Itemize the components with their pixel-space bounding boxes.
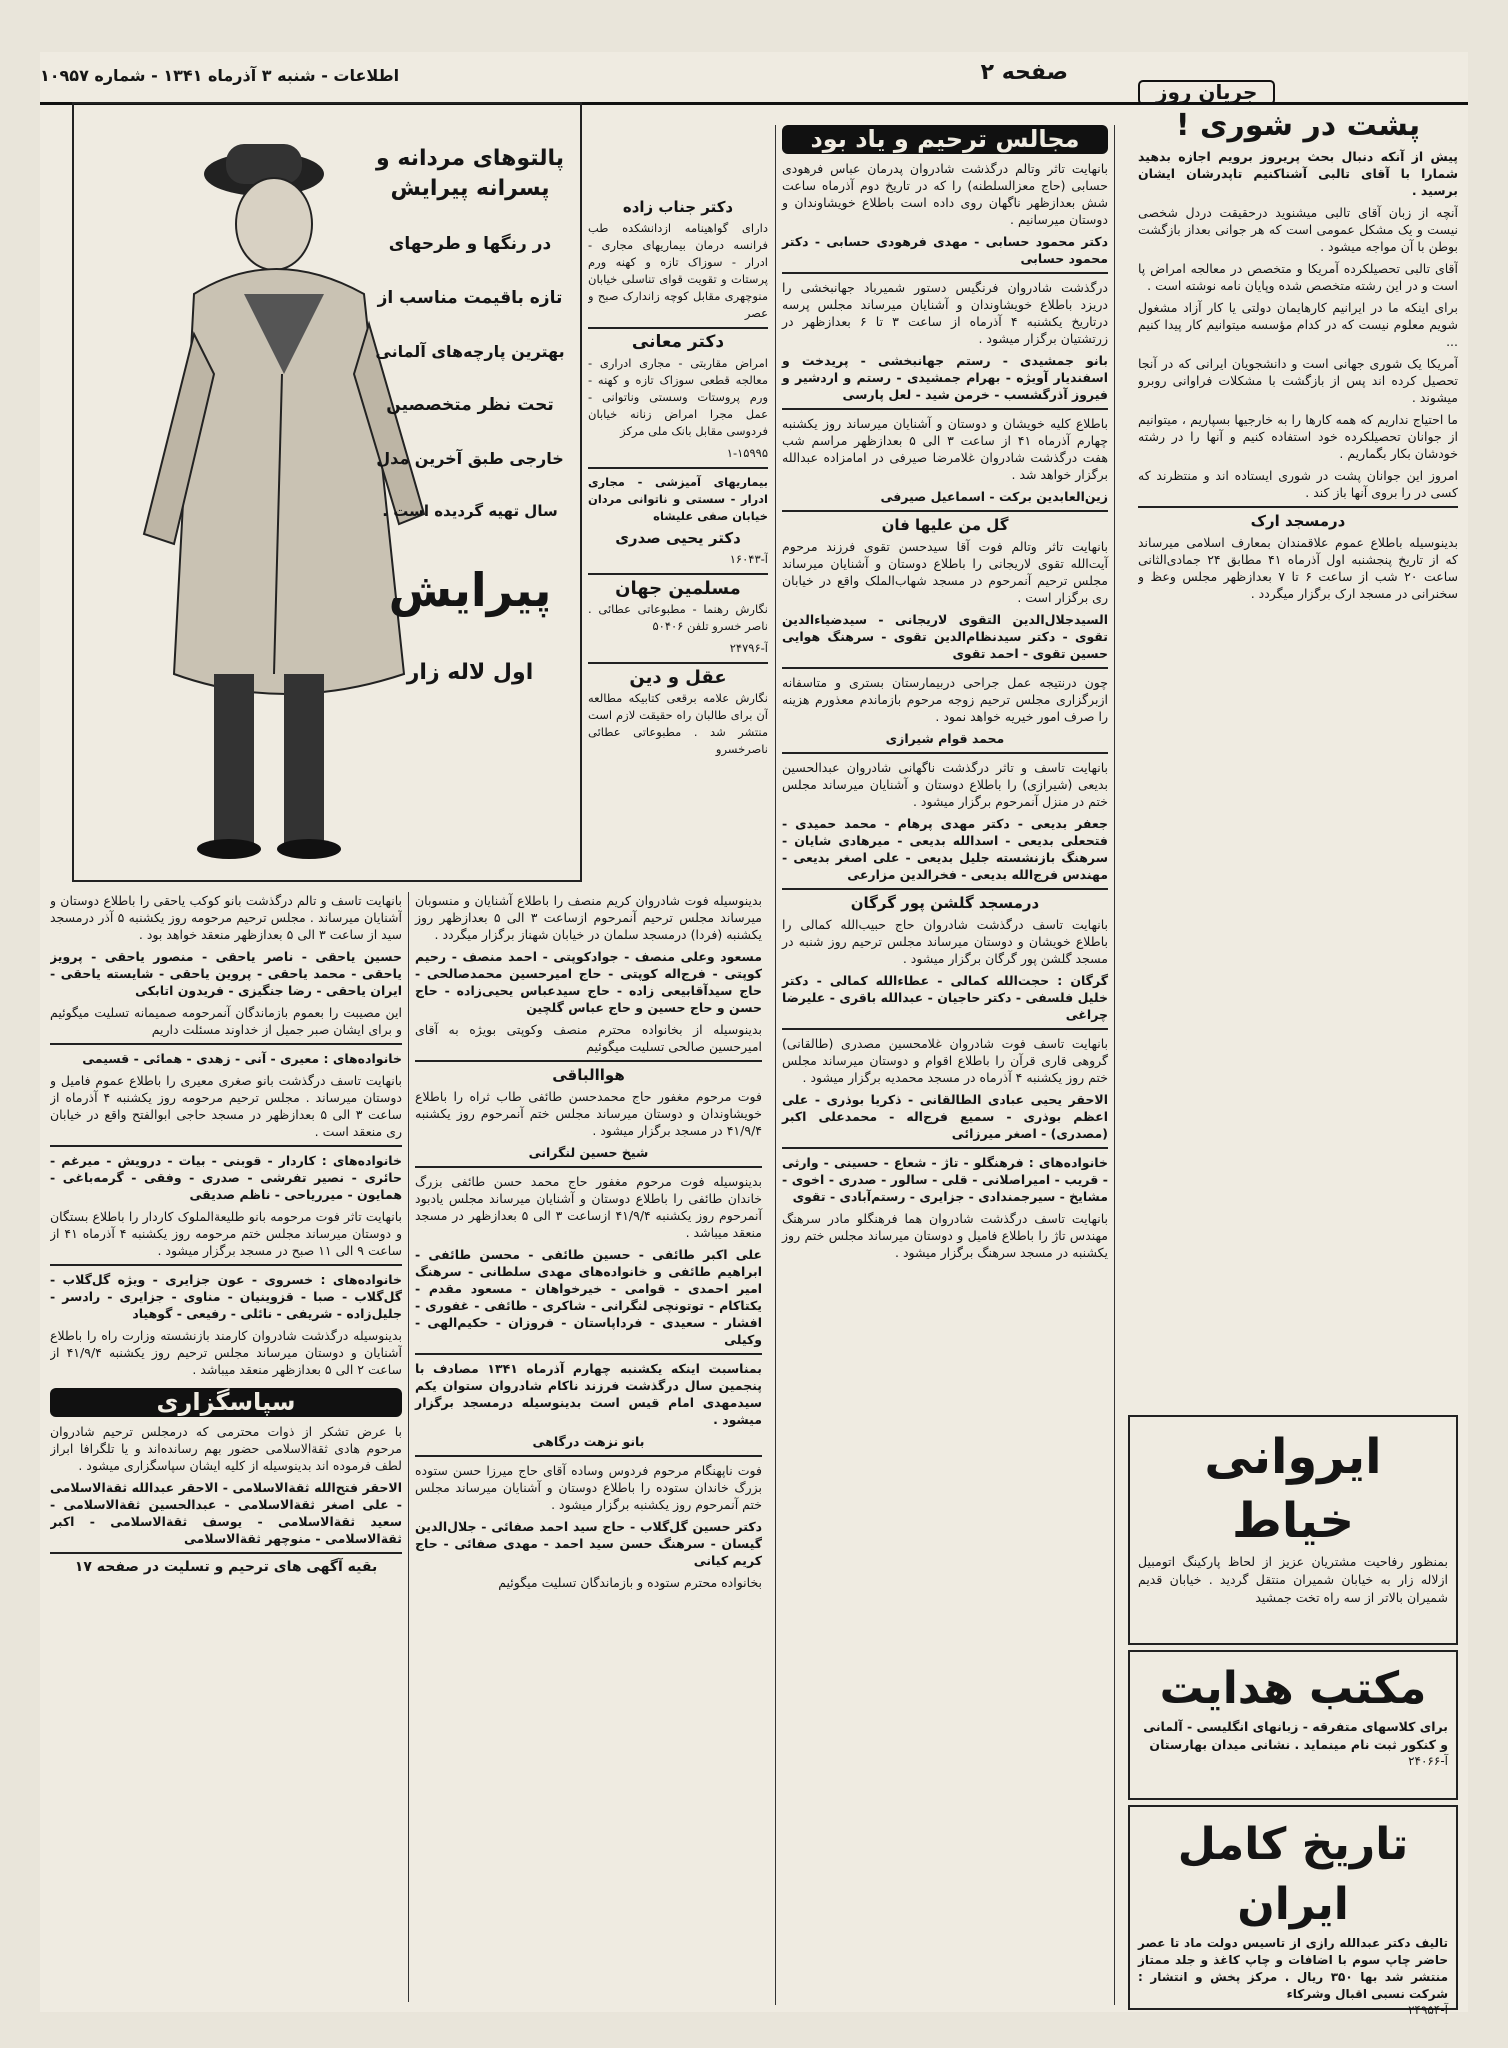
notice: بانهایت تاسف درگذشت شادروان حاج حبیب‌الله کمالی را باطلاع خویشان و دوستان میرساند مجلس ترحیم روز شنبه در مسجد گلشن پور گرگان برگزار میشود .	[782, 917, 1108, 966]
divider	[782, 888, 1108, 890]
article-paragraph: پیش از آنکه دنبال بحث پریروز برویم اجازه بدهید شمارا با آقای تالبی آشناکنیم تاپدرشان ایشان برسید .	[1138, 149, 1458, 198]
page-number: صفحه ۲	[980, 60, 1068, 85]
notice-names: بانو جمشیدی - رستم جهانبخشی - پریدخت و اسفندیار آویژه - بهرام جمشیدی - رستم و اردشیر و فیروز آذرگشسب - خرمن شید - لعل پارسی	[782, 353, 1108, 402]
condolence-column	[775, 125, 1115, 2005]
divider	[782, 408, 1108, 410]
article-paragraph: آمریکا یک شوری جهانی است و دانشجویان ایرانی که در آنجا تحصیل کرده اند پس از بازگشت با مشکلات فراوانی روبرو میشوند .	[1138, 356, 1458, 405]
notice: این مصیبت را بعموم بازماندگان آنمرحومه صمیمانه تسلیت میگوئیم و برای ایشان صبر جمیل از خداوند مسئلت داریم	[50, 1005, 402, 1037]
notice-names: شیخ حسین لنگرانی	[528, 1145, 649, 1160]
coats-address: اول لاله زار	[406, 660, 534, 685]
notice-names: السیدجلال‌الدین التقوی لاریجانی - سیدضیاءالدین تقوی - دکتر سیدنظام‌الدین تقوی - سرهنگ هوایی حسین تقوی - احمد تقوی	[782, 612, 1108, 661]
book-title: مسلمین جهان	[615, 578, 741, 599]
doctor-name: دکتر معانی	[631, 332, 725, 352]
article-paragraph: آنچه از زبان آقای تالبی میشنوید درحقیقت دردل شخصی نیست و یک مشکل عمومی است که هر جوانی بعداز بازگشت بوطن با آن مواجه میشود .	[1138, 205, 1458, 254]
tailor-body: بمنظور رفاحیت مشتریان عزیز از لحاظ پارکینگ اتومبیل ازلاله زار به خیابان شمیران منتقل گردید . خیابان قدیم شمیران بالاتر از سه راه تخت جمشید	[1138, 1554, 1448, 1605]
notice-names: زین‌العابدین برکت - اسماعیل صیرفی	[880, 489, 1108, 504]
lower-middle-column	[408, 892, 768, 2002]
notice-names: دکتر حسین گل‌گلاب - حاج سید احمد صفائی - جلال‌الدین گیسان - سرهنگ حسن سید احمد - مهدی صفائی - حاج کریم کیانی	[415, 1519, 762, 1568]
notice: بانهایت تاثر وتالم فوت آقا سیدحسن تقوی فرزند مرحوم آیت‌الله تقوی لاریجانی را باطلاع دوستان و آشنایان میرساند مجلس ترحیم آنمرحوم در مسجد شهاب‌الملک واقع در خیابان ری برگزار است .	[782, 539, 1108, 605]
notice-names: علی اکبر طائفی - حسین طائفی - محسن طائفی - ابراهیم طائفی و خانواده‌های مهدی سلطانی - سرهنگ امیر احمدی - قوامی - خیرخواهان - مسعود مقدم - یکتاکام - توتونچی لنگرانی - شاکری - طائفی - غفوری - افشار - سعیدی - فرداپاستان - فروزان - حکیم‌الهی - وکیلی	[415, 1247, 762, 1347]
notice: باطلاع کلیه خویشان و دوستان و آشنایان میرساند روز یکشنبه چهارم آذرماه ۴۱ از ساعت ۳ الی ۵ بعدازظهر مراسم شب هفت درگذشت شادروان غلامرضا صیرفی در امامزاده عبدالله برگزار خواهد شد .	[782, 416, 1108, 482]
divider	[415, 1166, 762, 1168]
condolence-banner: مجالس ترحیم و یاد بود	[782, 125, 1108, 154]
coats-line: سال تهیه گردیده است .	[382, 502, 558, 520]
section-tag: جریان روز	[1138, 80, 1275, 105]
coats-brand: پیرایش	[388, 563, 552, 617]
notice-names: محمد قوام شیرازی	[885, 731, 1005, 746]
book-title: تاریخ کامل ایران	[1177, 1819, 1409, 1930]
notice: بانهایت تاثر فوت مرحومه بانو طلیعةالملوک کاردار را باطلاع بستگان و دوستان میرساند مجلس ختم مرحومه روز یکشنبه ۴ آذرماه ۴۱ از ساعت ۹ الی ۱۱ صبح در مسجد برگزار میشود .	[50, 1209, 402, 1258]
notice-names: خانواده‌های : خسروی - عون جزایری - ویژه گل‌گلاب - گل‌گلاب - صبا - قزوینیان - مناوی - جزایری - رادسر - جلیل‌زاده - شریفی - نائلی - رفیعی - گوهیاد	[50, 1272, 402, 1321]
coats-line: تحت نظر متخصصین	[386, 395, 554, 415]
divider	[588, 327, 768, 329]
coats-line: تازه باقیمت مناسب از	[377, 288, 563, 308]
notice: بانهایت تاسف فوت شادروان غلامحسین مصدری (طالقانی) گروهی قاری قرآن را باطلاع اقوام و دوستان میرساند مجلس ختم روز یکشنبه ۴ آذرماه در مسجد محمدیه برگزار میشود .	[782, 1036, 1108, 1085]
notice: چون درنتیجه عمل جراحی دربیمارستان بستری و متاسفانه ازبرگزاری مجلس ترحیم زوجه مرحوم بازماندم معذورم هزینه را صرف امور خیریه خواهد نمود .	[782, 675, 1108, 724]
book-body: نگارش علامه برقعی کتابیکه مطالعه آن برای طالبان راه حقیقت لازم است منتشر شد . مطبوعاتی عطائی ناصرخسرو	[588, 691, 768, 756]
school-phone: آ-۲۴۰۶۶	[1408, 1754, 1448, 1768]
article-title: پشت در شوری !	[1175, 108, 1421, 143]
divider	[782, 667, 1108, 669]
notice: بدینوسیله از بخانواده محترم منصف وکوپتی بویژه به آقای امیرحسین صالحی تسلیت میگوئیم	[415, 1022, 762, 1054]
notice-names: خانواده‌های : کاردار - قوبنی - بیات - درویش - میرغم - حائری - نصیر تفرشی - صدری - وفقی - گرمه‌باغی - همایون - میرریاحی - ناظم صدیقی	[50, 1153, 402, 1202]
notice: بدینوسیله فوت مرحوم مغفور حاج محمد حسن طائفی بزرگ خاندان طائفی را باطلاع دوستان و آشنایان میرساند مجلس یادبود آنمرحوم روز یکشنبه ۴۱/۹/۴ ازساعت ۳ الی ۵ بعدازظهر در مسجد منعقد میباشد .	[415, 1174, 762, 1240]
thanks-body: با عرض تشکر از ذوات محترمی که درمجلس ترحیم شادروان مرحوم هادی ثقةالاسلامی حضور بهم رسانده‌اند و یا تلگرافا ابراز لطف فرموده اند بدینوسیله از کلیه ایشان سپاسگزاری میشود .	[50, 1424, 402, 1473]
doctor-body: امراض مقاربتی - مجاری ادراری - معالجه قطعی سوزاک تازه و کهنه - ورم پروستات وسستی وناتوانی - عمل مجرا امراض زنانه خیابان فردوسی مقابل بانک ملی مرکز	[588, 356, 768, 438]
divider	[415, 1060, 762, 1062]
notice-names: گرگان : حجت‌الله کمالی - عطاءالله کمالی - دکتر خلیل فلسفی - دکتر حاجیان - عبدالله باقری - علیرضا چراغی	[782, 973, 1108, 1022]
column-daily	[1138, 80, 1458, 1130]
divider	[588, 662, 768, 664]
coats-line: بهترین پارچه‌های آلمانی	[375, 342, 565, 361]
divider	[50, 1552, 402, 1554]
lower-left-column	[50, 892, 402, 2010]
divider	[782, 272, 1108, 274]
notice-names: الاحقر یحیی عبادی الطالقانی - ذکریا بوذری - علی اعظم بوذری - سمیع فرج‌اله - محمدعلی اکبر (مصدری) - اصغر میرزائی	[782, 1092, 1108, 1141]
divider	[588, 467, 768, 469]
thanks-names: الاحقر فتح‌الله ثقةالاسلامی - الاحقر عبدالله ثقةالاسلامی - علی اصغر ثقةالاسلامی - عبدالحسین ثقةالاسلامی - سعید ثقةالاسلامی - یوسف ثقةالاسلامی - اکبر ثقةالاسلامی - منوچهر ثقةالاسلامی	[50, 1480, 402, 1546]
mosque-title: درمسجد ارک	[1250, 512, 1346, 530]
book-body: نگارش رهنما - مطبوعاتی عطائی . ناصر خسرو تلفن ۵۰۴۰۶	[588, 602, 768, 633]
thanks-banner: سپاسگزاری	[50, 1388, 402, 1417]
book-title: عقل و دین	[629, 667, 727, 688]
coats-line: در رنگها و طرحهای	[388, 234, 552, 254]
school-body: برای کلاسهای متفرقه - زبانهای انگلیسی - آلمانی و کنکور ثبت نام مینماید . نشانی میدان بهارستان	[1143, 1719, 1448, 1752]
issue-line: اطلاعات - شنبه ۳ آذرماه ۱۳۴۱ - شماره ۱۰۹۵۷	[40, 66, 400, 85]
notice: بمناسبت اینکه یکشنبه چهارم آذرماه ۱۳۴۱ مصادف با پنجمین سال درگذشت فرزند ناکام شادروان ستوان یکم سیدمهدی امام قیس است بدینوسیله درمسجد برگزار میشود .	[415, 1361, 762, 1427]
notice-names: حسین یاحقی - ناصر یاحقی - منصور یاحقی - پرویز یاحقی - محمد یاحقی - پروین یاحقی - شایسته یاحقی - ایران یاحقی - رضا جنگیزی - فریدون اتابکی	[50, 949, 402, 998]
notice-heading: گل من علیها فان	[881, 516, 1009, 534]
divider	[782, 1147, 1108, 1149]
article-paragraph: آقای تالبی تحصیلکرده آمریکا و متخصص در معالجه امراض پا است و در این رشته متخصص شده وپایان نامه نوشته است .	[1138, 261, 1458, 293]
mosque-body: بدینوسیله باطلاع عموم علاقمندان بمعارف اسلامی میرساند که از تاریخ پنجشنبه اول آذرماه ۴۱ مطابق ۲۴ جمادی‌الثانی ساعت ۲۰ شب از ساعت ۶ تا ۷ بعدازظهر مجلس وعظ و سخنرانی در مسجد ارک برگزار میگردد .	[1138, 535, 1458, 601]
notice: فوت مرحوم مغفور حاج محمدحسن طائفی طاب ثراه را باطلاع خویشاوندان و دوستان میرساند مجلس ختم آنمرحوم روز یکشنبه ۴۱/۹/۴ در مسجد برگزار میشود .	[415, 1089, 762, 1138]
notice: بدینوسیله درگذشت شادروان کارمند بازنشسته وزارت راه را باطلاع آشنایان و دوستان میرساند مجلس ترحیم روز یکشنبه ۴۱/۹/۴ از ساعت ۲ الی ۵ بعدازظهر منعقد میباشد .	[50, 1328, 402, 1377]
school-title: مکتب هدایت	[1159, 1663, 1427, 1714]
divider	[782, 1028, 1108, 1030]
doctor-name: دکتر جناب زاده	[622, 198, 734, 216]
ad-school	[1128, 1650, 1458, 1800]
divider	[782, 510, 1108, 512]
coats-headline: پالتوهای مردانه و پسرانه پیرایش	[376, 146, 564, 201]
notice-names: بانو نزهت درگاهی	[532, 1434, 645, 1449]
continued-note: بقیه آگهی های ترحیم و تسلیت در صفحه ۱۷	[74, 1559, 378, 1575]
book-body: تالیف دکتر عبدالله رازی از تاسیس دولت ماد تا عصر حاضر چاپ سوم با اضافات و چاپ کاغذ و جلد ممتاز منتشر شد بها ۳۵۰ ریال . مرکز پخش و انتشار : شرکت نسبی اقبال وشرکاء	[1138, 1936, 1448, 2001]
article-paragraph: برای اینکه ما در ایرانیم کارهایمان دولتی یا کار آزاد مشغول شویم معلوم نیست که در کدام مؤسسه میتوانیم کار پیدا کنیم ...	[1138, 300, 1458, 349]
divider	[1138, 506, 1458, 508]
divider	[50, 1043, 402, 1045]
notice-names: خانواده‌های : معیری - آنی - زهدی - همائی - قسیمی	[82, 1051, 402, 1066]
divider	[50, 1264, 402, 1266]
divider	[415, 1353, 762, 1355]
notice: بانهایت تاسف و تاثر درگذشت ناگهانی شادروان عبدالحسین بدیعی (شیرازی) را باطلاع دوستان و آشنایان میرساند مجلس ختم در منزل آنمرحوم برگزار میشود .	[782, 760, 1108, 809]
coats-line: خارجی طبق آخرین مدل	[376, 449, 564, 468]
divider	[588, 573, 768, 575]
notice-heading: هواالباقی	[552, 1066, 625, 1084]
notice: بدینوسیله فوت شادروان کریم منصف را باطلاع آشنایان و منسوبان میرساند مجلس ترحیم آنمرحوم ازساعت ۳ الی ۵ بعدازظهر روز یکشنبه (فردا) درمسجد سلمان در خیابان شهناز برگزار میگردد .	[415, 893, 762, 942]
notice: بانهایت تاسف درگذشت بانو صغری معیری را باطلاع عموم فامیل و دوستان میرساند . مجلس ترحیم مرحومه روز یکشنبه ۴ آذرماه از ساعت ۳ الی ۵ بعدازظهر در مسجد حاجی ابوالفتح واقع در خیابان ری منعقد است .	[50, 1073, 402, 1139]
notice: فوت ناپهنگام مرحوم فردوس وساده آقای حاج میرزا حسن ستوده بزرگ خاندان ستوده را باطلاع دوستان و آشنایان میرساند مجلس ختم آنمرحوم روز یکشنبه برگزار میشود .	[415, 1463, 762, 1512]
notice: درگذشت شادروان فرنگیس دستور شمیرباد جهانبخشی را دریزد باطلاع خویشاوندان و آشنایان میرساند مجلس پرسه درتاریخ یکشنبه ۴ آذرماه از ساعت ۳ تا ۶ بعدازظهر در زرتشتیان برگزار میشود .	[782, 280, 1109, 346]
notice: بانهایت تاسف درگذشت شادروان هما فرهنگلو مادر سرهنگ مهندس تاژ را باطلاع فامیل و دوستان میرساند مجلس ختم روز یکشنبه در مسجد سرهنگ برگزار میشود .	[782, 1211, 1108, 1260]
ad-coats	[72, 102, 582, 882]
divider	[415, 1455, 762, 1457]
divider	[50, 1145, 402, 1147]
notice: بخانواده محترم ستوده و بازماندگان تسلیت میگوئیم	[498, 1575, 762, 1590]
notice: بانهایت تاسف و تالم درگذشت بانو کوکب یاحقی را باطلاع دوستان و آشنایان میرساند . مجلس ترحیم مرحومه روز یکشنبه ۵ آذر درمسجد سید از ساعت ۳ الی ۵ بعدازظهر منعقد خواهد بود .	[50, 893, 402, 942]
doctor-body: دارای گواهینامه ازدانشکده طب فرانسه درمان بیماریهای مجاری - ادرار - سوزاک تازه و کهنه ورم پرستات و تقویت قوای تناسلی خیابان منوچهری مقابل کوچه زاندارک صبح و عصر	[588, 221, 768, 320]
book-phone: آ-۲۴۷۹۶	[729, 641, 768, 655]
notice-names: خانواده‌های : فرهنگلو - تاژ - شعاع - حسینی - وارثی - قریب - امیراصلانی - قلی - سالور - صدری - اخوی - مشایخ - سیرجمندادی - جزایری - رستم‌آبادی - تقوی	[782, 1155, 1108, 1204]
notice-heading: درمسجد گلشن پور گرگان	[850, 894, 1040, 912]
article-paragraph: امروز این جوانان پشت در شوری ایستاده اند و منتظرند که کسی در را بروی آنها باز کند .	[1138, 468, 1458, 500]
doctor-name: دکتر یحیی صدری	[615, 529, 741, 547]
doctor-body: بیماریهای آمیزشی - مجاری ادرار - سستی و ناتوانی مردان خیابان صفی علیشاه	[588, 475, 768, 523]
doctor-phone: آ-۱۶۰۴۳	[729, 552, 768, 566]
small-ads-column	[588, 195, 768, 885]
notice-names: مسعود وعلی منصف - جوادکوپتی - احمد منصف - رحیم کوپتی - فرج‌اله کوپتی - حاج امیرحسین محمدصالحی - حاج سیدآقابیعی زاده - حاج سیدعباس یحیی‌زاده - حاج حسن و حاج حسین و حاج عباس گلچین	[415, 949, 762, 1015]
notice-names: جعفر بدیعی - دکتر مهدی پرهام - محمد حمیدی - فتحعلی بدیعی - اسدالله بدیعی - میرهادی شایان - سرهنگ بازنشسته جلیل بدیعی - علی اصغر بدیعی - مهندس فرج‌الله بدیعی - فخرالدین مزارعی	[782, 816, 1108, 882]
ad-book	[1128, 1805, 1458, 2017]
divider	[782, 752, 1108, 754]
coats-text	[370, 144, 570, 685]
tailor-title: ایروانی خیاط	[1204, 1429, 1382, 1549]
notice: بانهایت تاثر وتالم درگذشت شادروان پدرمان عباس فرهودی حسابی (حاج معزالسلطنه) را که در تاریخ دوم آذرماه ساعت شش بعدازظهر ناگهان روی داده است باطلاع خویشاوندان و دوستان میرسانیم .	[782, 161, 1108, 227]
ad-tailor	[1128, 1415, 1458, 1645]
doctor-phone: ۱-۱۵۹۹۵	[726, 446, 768, 460]
notice-names: دکتر محمود حسابی - مهدی فرهودی حسابی - دکتر محمود حسابی	[782, 234, 1108, 266]
book-phone: آ-۲۴۹۵۴	[1408, 2003, 1448, 2017]
article-paragraph: ما احتیاج نداریم که همه کارها را به خارجیها بسپاریم ، میتوانیم از جوانان تحصیلکرده خود استفاده کنیم و آنها را در رشته خودشان بکار بگماریم .	[1138, 412, 1458, 461]
